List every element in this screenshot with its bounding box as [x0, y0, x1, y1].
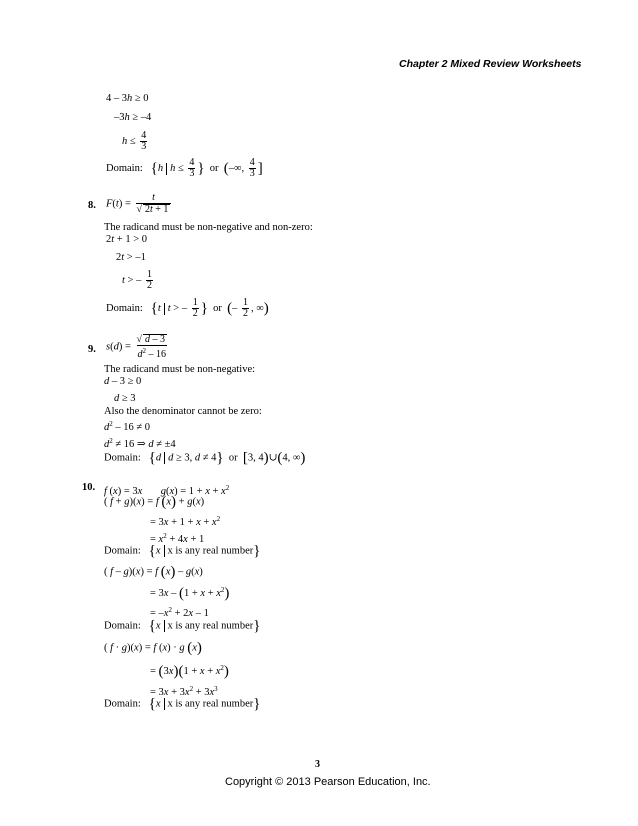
p10-diff-domain-text: x is any real number — [167, 620, 254, 632]
p10-prod-line3: = $3x + 3x^2 + 3x^3$ — [150, 685, 218, 698]
copyright-notice: Copyright © 2013 Pearson Education, Inc. — [225, 776, 431, 788]
p10-sum-line1: ( f + g)(x) = f (x) + g(x) — [104, 494, 205, 510]
p9-domain: Domain: {d d ≥ 3, d ≠ 4} or [3, 4)∪(4, ∞) — [104, 450, 306, 466]
p8-domain: Domain: {t t > – $\frac{1}{2}$ } or (– $\frac{1}{2}$ , ∞) — [106, 297, 269, 319]
p8-step2: 2t > –1 — [116, 252, 146, 263]
p8-function: F(t) = $\frac{t}{√ 2t + 1}$ — [106, 193, 173, 215]
p8-domain-label: Domain: — [106, 302, 143, 314]
p10-diff-line1: ( f – g)(x) = f (x) – g(x) — [104, 564, 203, 580]
p9-step3: $d^2 - 16 \ne 0$ — [104, 420, 151, 433]
p8-step3: t > – $\frac{1}{2}$ — [122, 269, 152, 291]
p10-sum-line2: = $3x + 1 + x + x^2$ — [150, 515, 221, 528]
p10-prod-domain: Domain: {x x is any real number} — [104, 696, 261, 712]
p10-sum-domain-label: Domain: — [104, 545, 141, 557]
p10-sum-domain: Domain: {x x is any real number} — [104, 543, 261, 559]
p10-prod-domain-label: Domain: — [104, 698, 141, 710]
p9-step1: d – 3 ≥ 0 — [104, 376, 142, 387]
p7-step3: h ≤ $\frac{4}{3}$ — [122, 130, 147, 152]
p7-domain-label: Domain: — [106, 162, 143, 174]
p10-sum-domain-text: x is any real number — [167, 545, 254, 557]
p10-diff-line3: = $-x^2 + 2x - 1$ — [150, 606, 209, 619]
p9-statement1: The radicand must be non-negative: — [104, 364, 256, 375]
p8-statement: The radicand must be non-negative and non-zero: — [104, 222, 313, 233]
p9-domain-label: Domain: — [104, 452, 141, 464]
p8-step1: 2t + 1 > 0 — [106, 234, 148, 245]
page-number: 3 — [315, 759, 320, 770]
problem-9-number: 9. — [88, 344, 96, 355]
p10-sum-line3: = $x^2 + 4x + 1$ — [150, 532, 205, 545]
p10-prod-domain-text: x is any real number — [167, 698, 254, 710]
p10-functions: f (x) = 3x $g(x) = 1 + x + x^2$ — [104, 484, 230, 497]
p9-step2: d ≥ 3 — [114, 393, 136, 404]
p10-diff-line2: = $3x - (1 + x + x^2)$ — [150, 585, 230, 602]
p7-domain: Domain: {h h ≤ $\frac{4}{3}$ } or (–∞, $\frac{4}{3}$ ] — [106, 157, 263, 179]
p7-step1: 4 – 3h ≥ 0 — [106, 93, 149, 104]
problem-10-number: 10. — [82, 482, 96, 493]
running-header: Chapter 2 Mixed Review Worksheets — [399, 58, 582, 70]
p9-statement2: Also the denominator cannot be zero: — [104, 406, 262, 417]
p9-step4: $d^2 \ne 16$ ⇒ d ≠ ±4 — [104, 437, 176, 450]
problem-8-number: 8. — [88, 200, 96, 211]
p10-diff-domain: Domain: {x x is any real number} — [104, 618, 261, 634]
p7-step2: –3h ≥ –4 — [114, 112, 152, 123]
p10-prod-line1: ( f · g)(x) = f (x) · g (x) — [104, 640, 202, 656]
p10-prod-line2: = $(3x)(1 + x + x^2)$ — [150, 663, 229, 680]
p10-diff-domain-label: Domain: — [104, 620, 141, 632]
p9-function: s(d) = $\frac{√ d - 3}{d^2 - 16}$ — [106, 334, 167, 360]
